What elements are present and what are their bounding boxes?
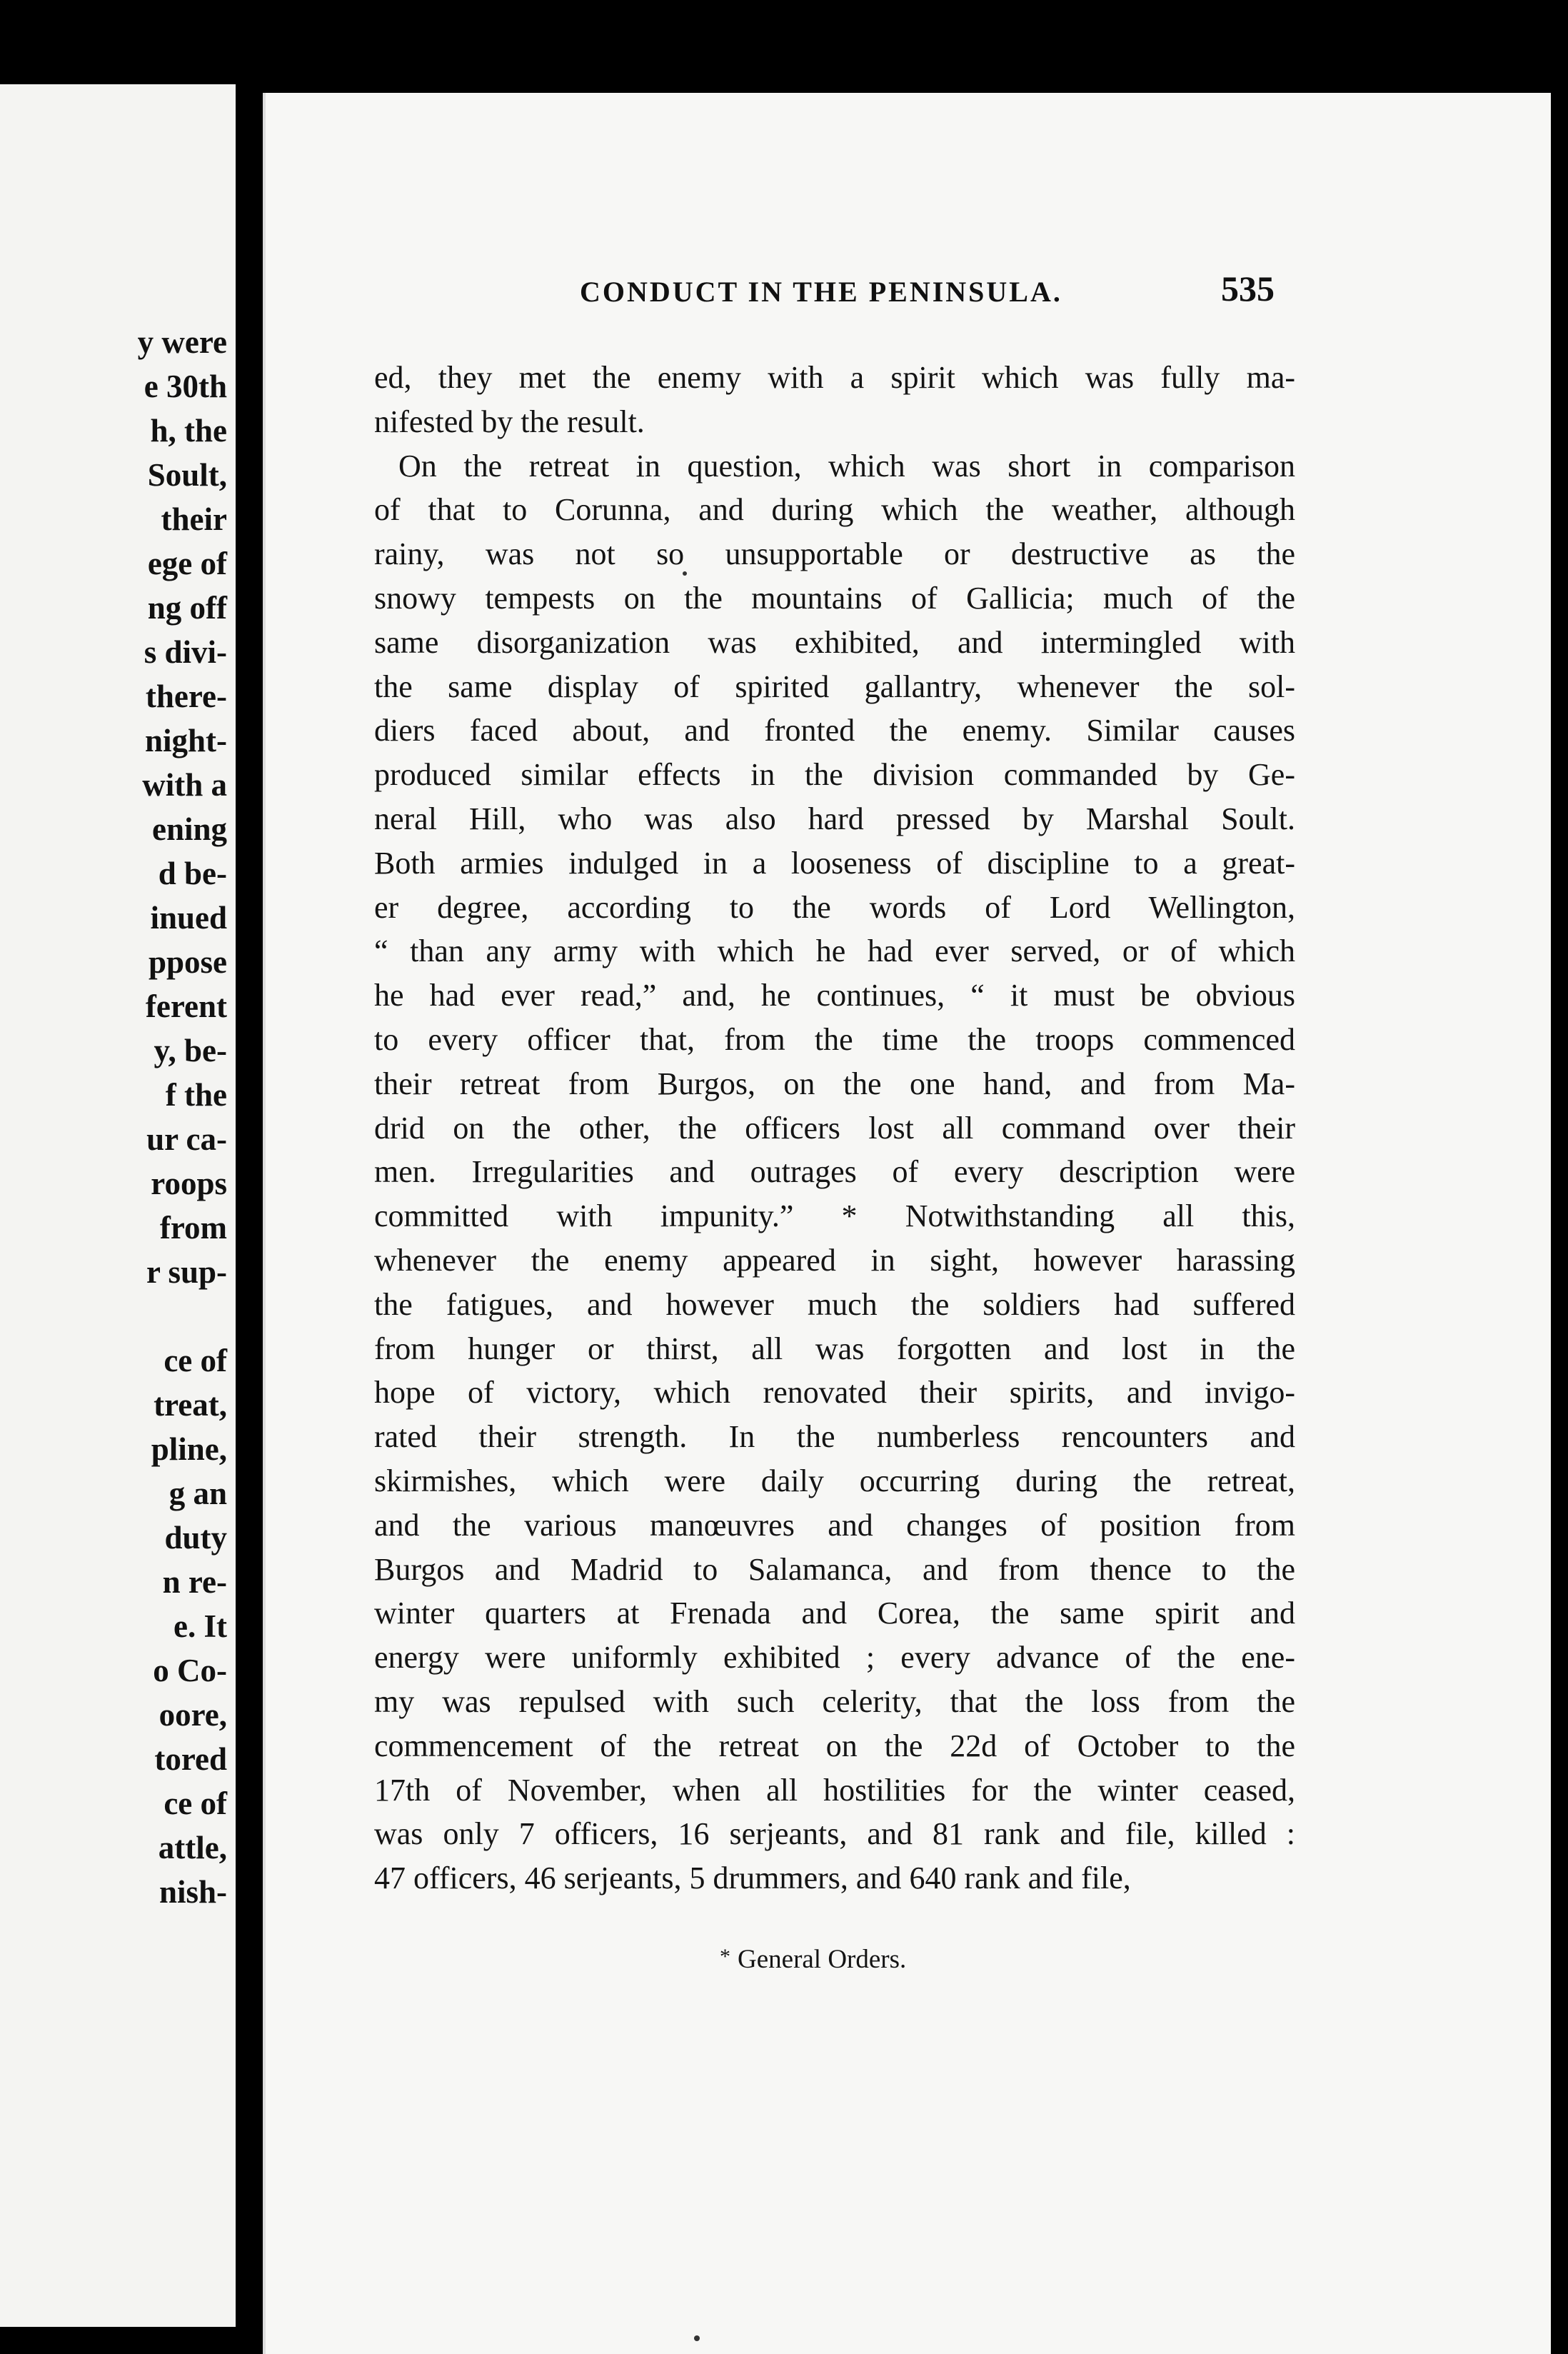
previous-page-line: s divi- bbox=[144, 634, 227, 670]
previous-page-line: oore, bbox=[159, 1697, 227, 1733]
previous-page-line: e 30th bbox=[144, 369, 227, 404]
previous-page-line: duty bbox=[164, 1520, 227, 1556]
previous-page-line: e. It bbox=[174, 1608, 227, 1644]
text-line: to every officer that, from the time the troops commenced bbox=[374, 1021, 1295, 1057]
previous-page-line: Soult, bbox=[147, 457, 227, 493]
previous-page-text bbox=[138, 320, 227, 1914]
previous-page-line: h, the bbox=[150, 413, 227, 449]
text-line: 17th of November, when all hostilities for the winter ceased, bbox=[374, 1772, 1295, 1808]
previous-page-line: g an bbox=[169, 1476, 227, 1511]
text-line: the fatigues, and however much the soldiers had suffered bbox=[374, 1286, 1295, 1322]
running-title: CONDUCT IN THE PENINSULA. bbox=[580, 276, 1062, 308]
text-line: er degree, according to the words of Lord Wellington, bbox=[374, 889, 1295, 925]
previous-page-line: n re- bbox=[162, 1564, 227, 1600]
previous-page-line: o Co- bbox=[153, 1653, 227, 1688]
previous-page-line: r sup- bbox=[146, 1254, 227, 1290]
text-line: the same display of spirited gallantry, whenever the sol- bbox=[374, 668, 1295, 704]
text-line: snowy tempests on the mountains of Gallicia; much of the bbox=[374, 580, 1295, 616]
previous-page-line: their bbox=[161, 501, 227, 537]
text-line: whenever the enemy appeared in sight, however harassing bbox=[374, 1242, 1295, 1278]
text-line: Both armies indulged in a looseness of discipline to a great- bbox=[374, 845, 1295, 881]
text-line: nifested by the result. bbox=[374, 404, 645, 439]
text-line: 47 officers, 46 serjeants, 5 drummers, and 640 rank and file, bbox=[374, 1860, 1131, 1896]
text-line: diers faced about, and fronted the enemy. Similar causes bbox=[374, 713, 1295, 748]
previous-page-line: inued bbox=[150, 900, 227, 936]
page-number: 535 bbox=[1221, 269, 1275, 309]
previous-page-line: attle, bbox=[158, 1830, 227, 1865]
text-line: hope of victory, which renovated their spirits, and invigo- bbox=[374, 1375, 1295, 1411]
previous-page-line: from bbox=[159, 1210, 227, 1246]
previous-page-line: ce of bbox=[164, 1785, 227, 1821]
previous-page-line: d be- bbox=[158, 856, 227, 891]
text-line: committed with impunity.” * Notwithstanding all this, bbox=[374, 1198, 1295, 1234]
text-line: from hunger or thirst, all was forgotten and lost in the bbox=[374, 1331, 1295, 1366]
text-line: rainy, was not so unsupportable or destructive as the bbox=[374, 536, 1295, 572]
previous-page-fragment bbox=[0, 84, 236, 2327]
previous-page-line: ce of bbox=[164, 1343, 227, 1378]
previous-page-line: ur ca- bbox=[146, 1121, 227, 1157]
text-line: energy were uniformly exhibited ; every advance of the ene- bbox=[374, 1640, 1295, 1676]
text-line: skirmishes, which were daily occurring during the retreat, bbox=[374, 1463, 1295, 1498]
text-line: commencement of the retreat on the 22d of October to the bbox=[374, 1728, 1295, 1763]
book-page bbox=[263, 93, 1551, 2354]
text-line: was only 7 officers, 16 serjeants, and 81 rank and file, killed : bbox=[374, 1816, 1295, 1852]
paper-speck bbox=[683, 571, 687, 576]
text-line: my was repulsed with such celerity, that the loss from the bbox=[374, 1683, 1295, 1719]
text-line: drid on the other, the officers lost all command over their bbox=[374, 1110, 1295, 1146]
previous-page-line bbox=[138, 1294, 227, 1338]
previous-page-line: ferent bbox=[145, 988, 227, 1024]
footnote-text: General Orders. bbox=[738, 1945, 907, 1974]
previous-page-line: y, be- bbox=[154, 1033, 227, 1068]
body-text bbox=[374, 356, 1295, 1900]
previous-page-line: ege of bbox=[147, 546, 227, 581]
text-line: winter quarters at Frenada and Corea, the same spirit and bbox=[374, 1596, 1295, 1631]
text-line: Burgos and Madrid to Salamanca, and from thence to the bbox=[374, 1551, 1295, 1587]
text-line: same disorganization was exhibited, and intermingled with bbox=[374, 624, 1295, 660]
paper-speck bbox=[694, 2335, 700, 2341]
text-line: produced similar effects in the division commanded by Ge- bbox=[374, 757, 1295, 793]
previous-page-line: night- bbox=[144, 723, 227, 758]
previous-page-line: y were bbox=[137, 324, 227, 360]
previous-page-line: treat, bbox=[154, 1387, 227, 1423]
previous-page-line: roops bbox=[151, 1166, 227, 1201]
text-line: their retreat from Burgos, on the one hand, and from Ma- bbox=[374, 1066, 1295, 1101]
previous-page-line: ppose bbox=[148, 944, 227, 980]
previous-page-line: with a bbox=[142, 767, 227, 803]
previous-page-line: pline, bbox=[151, 1431, 227, 1467]
text-line: ed, they met the enemy with a spirit which was fully ma- bbox=[374, 360, 1295, 395]
text-line: On the retreat in question, which was short in comparison bbox=[398, 448, 1295, 484]
previous-page-line: nish- bbox=[159, 1874, 227, 1910]
text-line: “ than any army with which he had ever served, or of which bbox=[374, 933, 1295, 969]
previous-page-line: tored bbox=[154, 1741, 227, 1777]
previous-page-line: there- bbox=[145, 678, 227, 714]
text-line: he had ever read,” and, he continues, “ it must be obvious bbox=[374, 978, 1295, 1013]
text-line: and the various manœuvres and changes of position from bbox=[374, 1507, 1295, 1543]
previous-page-line: ng off bbox=[147, 590, 227, 626]
footnote bbox=[720, 1944, 906, 1975]
text-line: of that to Corunna, and during which the weather, although bbox=[374, 492, 1295, 528]
text-line: neral Hill, who was also hard pressed by Marshal Soult. bbox=[374, 801, 1295, 836]
previous-page-line: ening bbox=[151, 811, 227, 847]
text-line: rated their strength. In the numberless rencounters and bbox=[374, 1419, 1295, 1455]
previous-page-line: f the bbox=[165, 1077, 227, 1113]
text-line: men. Irregularities and outrages of every description were bbox=[374, 1154, 1295, 1190]
footnote-mark: * bbox=[720, 1945, 730, 1968]
